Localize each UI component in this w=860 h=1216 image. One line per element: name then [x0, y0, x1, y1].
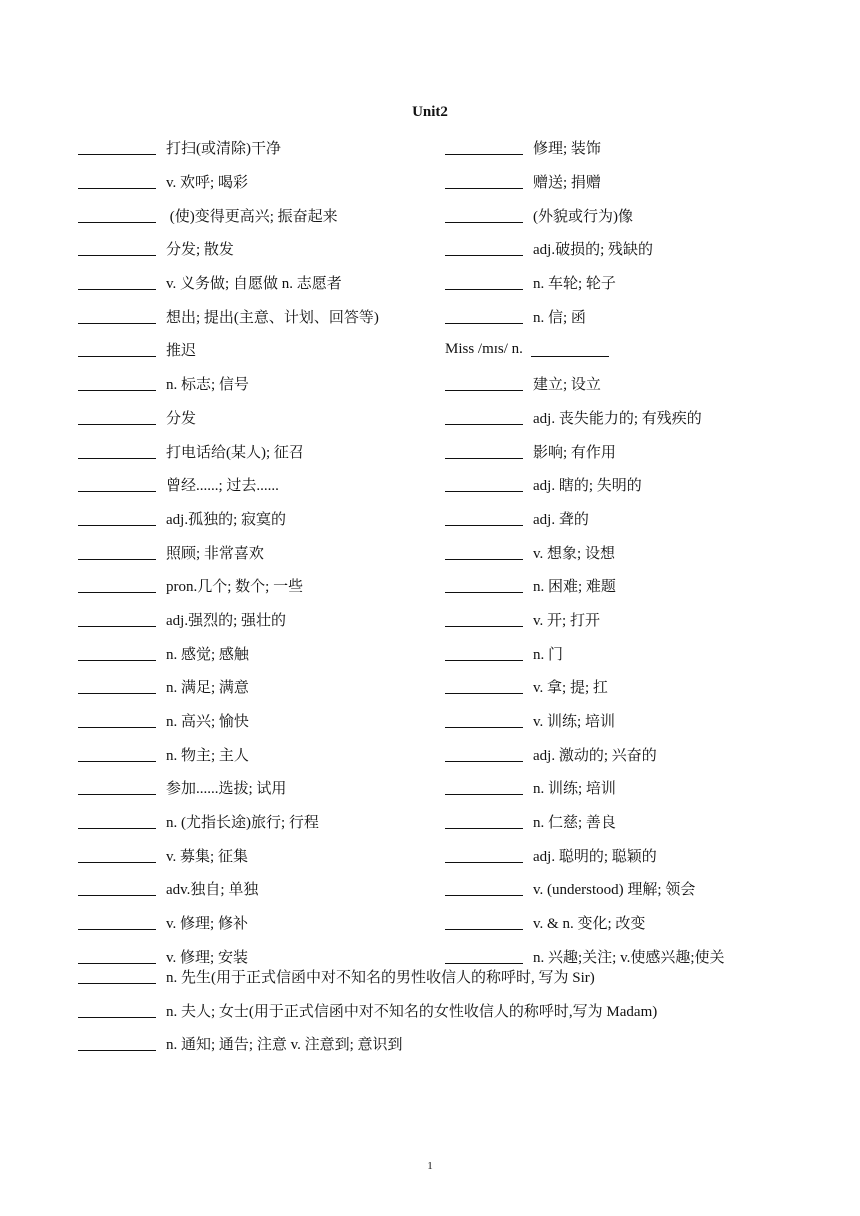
vocab-item [78, 737, 428, 771]
vocab-definition: n. 困难; 难题 [533, 579, 616, 596]
vocab-item [445, 603, 785, 637]
vocab-item [78, 165, 428, 199]
vocab-item [78, 960, 798, 994]
vocab-definition: n. 通知; 通告; 注意 v. 注意到; 意识到 [166, 1037, 403, 1054]
answer-blank[interactable] [78, 444, 156, 459]
vocab-definition: 照顾; 非常喜欢 [166, 545, 264, 562]
vocab-definition: v. 想象; 设想 [533, 545, 615, 562]
answer-blank[interactable] [445, 881, 523, 896]
answer-blank[interactable] [445, 713, 523, 728]
vocab-item [78, 838, 428, 872]
vocab-definition: (外貌或行为)像 [533, 208, 633, 225]
vocab-definition: adj. 聪明的; 聪颖的 [533, 848, 657, 865]
answer-blank[interactable] [78, 578, 156, 593]
vocab-item [445, 906, 785, 940]
vocab-item [78, 266, 428, 300]
vocab-definition: adj. 激动的; 兴奋的 [533, 747, 657, 764]
vocab-definition: 修理; 装饰 [533, 141, 601, 158]
answer-blank[interactable] [78, 275, 156, 290]
vocab-item [78, 333, 428, 367]
vocab-item [78, 872, 428, 906]
answer-blank[interactable] [78, 545, 156, 560]
vocab-item [445, 434, 785, 468]
answer-blank[interactable] [445, 208, 523, 223]
vocab-item [78, 1027, 798, 1061]
vocab-item [78, 232, 428, 266]
vocab-item [78, 906, 428, 940]
answer-blank[interactable] [78, 241, 156, 256]
answer-blank[interactable] [445, 747, 523, 762]
vocab-definition: 分发; 散发 [166, 242, 234, 259]
vocab-definition: adv.独自; 单独 [166, 882, 259, 899]
vocab-item [445, 502, 785, 536]
vocab-definition: n. 信; 函 [533, 309, 586, 326]
vocab-item [445, 872, 785, 906]
right-column [445, 131, 785, 973]
vocab-item [445, 198, 785, 232]
vocab-item [78, 994, 798, 1028]
answer-blank[interactable] [445, 646, 523, 661]
vocab-definition: adj.强烈的; 强壮的 [166, 612, 286, 629]
page-number: 1 [427, 1160, 433, 1172]
vocab-item [78, 434, 428, 468]
answer-blank[interactable] [78, 679, 156, 694]
answer-blank[interactable] [445, 309, 523, 324]
vocab-item [445, 636, 785, 670]
vocab-definition: v. & n. 变化; 改变 [533, 916, 646, 933]
vocab-item [445, 468, 785, 502]
answer-blank[interactable] [531, 342, 609, 357]
answer-blank[interactable] [78, 814, 156, 829]
vocab-item [78, 502, 428, 536]
vocab-definition: 想出; 提出(主意、计划、回答等) [166, 309, 379, 326]
vocab-definition: n. 物主; 主人 [166, 747, 249, 764]
vocab-item [445, 367, 785, 401]
answer-blank[interactable] [445, 275, 523, 290]
answer-blank[interactable] [78, 140, 156, 155]
vocab-definition: Miss /mɪs/ n. [445, 341, 523, 358]
vocab-item [78, 198, 428, 232]
vocab-item [445, 805, 785, 839]
vocab-item [78, 569, 428, 603]
vocab-definition: v. 修理; 修补 [166, 916, 248, 933]
vocab-definition: adj. 聋的 [533, 511, 589, 528]
vocab-item [445, 333, 785, 367]
vocab-definition: v. 欢呼; 喝彩 [166, 175, 248, 192]
vocab-definition: n. 车轮; 轮子 [533, 276, 616, 293]
vocab-item [445, 266, 785, 300]
vocab-item [445, 299, 785, 333]
vocab-definition: n. 满足; 满意 [166, 680, 249, 697]
vocab-definition: v. 募集; 征集 [166, 848, 248, 865]
vocab-definition: adj.破损的; 残缺的 [533, 242, 653, 259]
vocab-definition: 曾经......; 过去...... [166, 478, 279, 495]
vocab-definition: n. 高兴; 愉快 [166, 714, 249, 731]
vocab-definition: 打扫(或清除)干净 [166, 141, 281, 158]
vocab-item [78, 771, 428, 805]
vocab-item [78, 468, 428, 502]
vocab-definition: n. 训练; 培训 [533, 781, 616, 798]
vocab-definition: 影响; 有作用 [533, 444, 616, 461]
answer-blank[interactable] [78, 915, 156, 930]
answer-blank[interactable] [445, 376, 523, 391]
answer-blank[interactable] [78, 747, 156, 762]
answer-blank[interactable] [78, 848, 156, 863]
vocab-item [445, 401, 785, 435]
vocab-item [78, 535, 428, 569]
vocab-item [78, 401, 428, 435]
vocab-definition: 推迟 [166, 343, 197, 360]
vocab-item [78, 367, 428, 401]
answer-blank[interactable] [78, 208, 156, 223]
vocab-definition: adj. 瞎的; 失明的 [533, 478, 642, 495]
vocab-item [445, 569, 785, 603]
answer-blank[interactable] [78, 1003, 156, 1018]
answer-blank[interactable] [445, 679, 523, 694]
answer-blank[interactable] [445, 444, 523, 459]
vocab-item [78, 603, 428, 637]
vocab-item [78, 670, 428, 704]
vocab-definition: pron.几个; 数个; 一些 [166, 579, 304, 596]
vocab-definition: 分发 [166, 410, 197, 427]
answer-blank[interactable] [78, 477, 156, 492]
vocab-definition: n. 先生(用于正式信函中对不知名的男性收信人的称呼时, 写为 Sir) [166, 970, 595, 987]
vocab-definition: v. (understood) 理解; 领会 [533, 882, 696, 899]
answer-blank[interactable] [445, 848, 523, 863]
vocab-definition: v. 拿; 提; 扛 [533, 680, 608, 697]
answer-blank[interactable] [445, 241, 523, 256]
vocab-definition: n. 标志; 信号 [166, 377, 249, 394]
answer-blank[interactable] [445, 612, 523, 627]
page-title: Unit2 [412, 104, 448, 120]
vocab-definition: n. 感觉; 感触 [166, 646, 249, 663]
answer-blank[interactable] [78, 969, 156, 984]
vocab-definition: v. 修理; 安装 [166, 949, 248, 966]
answer-blank[interactable] [78, 612, 156, 627]
answer-blank[interactable] [445, 410, 523, 425]
vocab-definition: n. (尤指长途)旅行; 行程 [166, 815, 319, 832]
vocab-definition: 打电话给(某人); 征召 [166, 444, 304, 461]
vocab-definition: n. 门 [533, 646, 564, 663]
answer-blank[interactable] [445, 915, 523, 930]
vocab-definition: v. 训练; 培训 [533, 714, 615, 731]
vocab-item [445, 232, 785, 266]
answer-blank[interactable] [445, 545, 523, 560]
vocab-item [445, 131, 785, 165]
answer-blank[interactable] [445, 174, 523, 189]
answer-blank[interactable] [445, 511, 523, 526]
vocab-item [445, 535, 785, 569]
full-width-items [78, 960, 798, 1061]
answer-blank[interactable] [78, 646, 156, 661]
vocab-item [445, 165, 785, 199]
answer-blank[interactable] [445, 477, 523, 492]
vocab-definition: 赠送; 捐赠 [533, 175, 601, 192]
answer-blank[interactable] [78, 309, 156, 324]
vocab-item [78, 299, 428, 333]
vocab-item [445, 838, 785, 872]
answer-blank[interactable] [445, 140, 523, 155]
answer-blank[interactable] [78, 511, 156, 526]
answer-blank[interactable] [78, 376, 156, 391]
answer-blank[interactable] [78, 410, 156, 425]
answer-blank[interactable] [445, 578, 523, 593]
answer-blank[interactable] [78, 881, 156, 896]
vocab-definition: n. 仁慈; 善良 [533, 815, 616, 832]
vocab-item [445, 737, 785, 771]
answer-blank[interactable] [445, 814, 523, 829]
vocab-definition: adj. 丧失能力的; 有残疾的 [533, 410, 702, 427]
vocab-item [78, 636, 428, 670]
vocab-item [445, 704, 785, 738]
vocab-item [445, 670, 785, 704]
answer-blank[interactable] [78, 1036, 156, 1051]
vocab-definition: n. 夫人; 女士(用于正式信函中对不知名的女性收信人的称呼时,写为 Madam) [166, 1003, 658, 1020]
answer-blank[interactable] [78, 713, 156, 728]
vocab-definition: 参加......选拔; 试用 [166, 781, 287, 798]
vocab-definition: 建立; 设立 [533, 377, 601, 394]
vocab-definition: v. 义务做; 自愿做 n. 志愿者 [166, 276, 342, 293]
vocab-definition: adj.孤独的; 寂寞的 [166, 511, 286, 528]
vocab-definition: n. 兴趣;关注; v.使感兴趣;使关 [533, 949, 725, 966]
answer-blank[interactable] [445, 780, 523, 795]
vocab-item [445, 771, 785, 805]
vocab-definition: (使)变得更高兴; 振奋起来 [166, 208, 338, 225]
vocab-definition: v. 开; 打开 [533, 612, 600, 629]
vocab-item [78, 704, 428, 738]
left-column [78, 131, 428, 973]
vocab-item [78, 131, 428, 165]
answer-blank[interactable] [78, 780, 156, 795]
vocab-item [78, 805, 428, 839]
answer-blank[interactable] [78, 342, 156, 357]
answer-blank[interactable] [78, 174, 156, 189]
